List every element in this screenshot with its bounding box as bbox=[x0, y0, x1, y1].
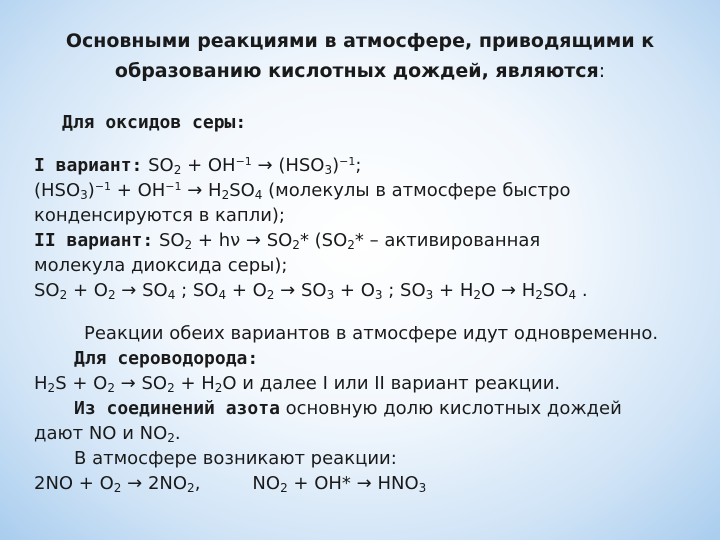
eq-part: + O bbox=[334, 280, 375, 301]
eq-part: O и далее I или II вариант реакции. bbox=[222, 373, 561, 394]
eq-part: + O bbox=[226, 280, 267, 301]
eq-part: ) bbox=[87, 180, 95, 201]
eq-sub: 2 bbox=[187, 481, 195, 495]
simultaneous-text: Реакции обеих вариантов в атмосфере идут одновременно. bbox=[84, 323, 659, 344]
eq-sub: 2 bbox=[107, 381, 115, 395]
eq-part: → H bbox=[181, 180, 222, 201]
eq-sub: 2 bbox=[167, 381, 175, 395]
eq-part: , bbox=[194, 473, 201, 494]
eq-part: ; SO bbox=[175, 280, 219, 301]
eq-sub: 2 bbox=[266, 288, 275, 302]
spacer bbox=[34, 135, 706, 153]
eq-sub: 3 bbox=[326, 288, 335, 302]
eq-part: + O bbox=[67, 280, 108, 301]
title-line-1: Основными реакциями в атмосфере, приводящими к bbox=[65, 30, 655, 52]
eq-part: (HSO bbox=[34, 180, 81, 201]
eq-sup: −1 bbox=[235, 155, 252, 168]
eq-sub: 4 bbox=[568, 288, 577, 302]
eq-part: дают NO и NO bbox=[34, 423, 168, 444]
variant2-label: II вариант: bbox=[34, 230, 154, 251]
eq-part: SO bbox=[153, 230, 185, 251]
eq-part: H bbox=[34, 373, 48, 394]
eq-part: ; SO bbox=[382, 280, 426, 301]
eq-part: → SO bbox=[274, 280, 327, 301]
variant1-label: I вариант: bbox=[34, 155, 143, 176]
eq-sup: −1 bbox=[94, 180, 112, 193]
eq-sub: 2 bbox=[113, 481, 122, 495]
eq-sub: 4 bbox=[218, 288, 227, 302]
eq-part: → SO bbox=[115, 280, 168, 301]
eq-part: SO bbox=[148, 155, 174, 176]
eq-sub: 2 bbox=[59, 288, 68, 302]
eq-part: SO bbox=[34, 280, 60, 301]
eq-part: S + O bbox=[55, 373, 108, 394]
eq-part: ; bbox=[355, 155, 362, 176]
eq-sub: 4 bbox=[254, 188, 263, 202]
eq-sub: 2 bbox=[173, 163, 182, 177]
eq-sub: 2 bbox=[292, 238, 300, 252]
sulfur-heading: Для оксидов серы: bbox=[62, 112, 247, 133]
eq-part: * – активированная bbox=[354, 230, 541, 251]
eq-sub: 2 bbox=[347, 238, 355, 252]
eq-part: → 2NO bbox=[121, 473, 188, 494]
reaction-chain bbox=[34, 278, 706, 303]
eq-sub: 2 bbox=[473, 288, 481, 302]
eq-sub: 4 bbox=[167, 288, 176, 302]
eq-sub: 2 bbox=[221, 188, 230, 202]
eq-part: (молекулы в атмосфере быстро bbox=[262, 180, 571, 201]
nitrogen-line-2 bbox=[34, 421, 706, 446]
variant1-line-2 bbox=[34, 178, 706, 203]
eq-sub: 3 bbox=[418, 481, 427, 495]
eq-sub: 3 bbox=[324, 163, 333, 177]
nitrogen-line-1 bbox=[34, 396, 706, 421]
variant2-line-1 bbox=[34, 228, 706, 253]
eq-part: + OH* → HNO bbox=[287, 473, 419, 494]
eq-part: + hν → SO bbox=[192, 230, 293, 251]
eq-part: SO bbox=[229, 180, 255, 201]
eq-part: → SO bbox=[114, 373, 168, 394]
slide-title bbox=[20, 26, 700, 86]
atmosphere-reactions: В атмосфере возникают реакции: bbox=[74, 448, 397, 469]
title-colon: : bbox=[598, 60, 606, 82]
eq-sub: 2 bbox=[167, 431, 175, 445]
eq-sub: 3 bbox=[425, 288, 434, 302]
eq-sub: 2 bbox=[280, 481, 288, 495]
eq-sup: −1 bbox=[339, 155, 356, 168]
eq-sub: 2 bbox=[184, 238, 193, 252]
nitrogen-rest: основную долю кислотных дождей bbox=[279, 398, 622, 419]
eq-part: + OH bbox=[181, 155, 236, 176]
eq-part: + H bbox=[174, 373, 215, 394]
eq-sub: 2 bbox=[47, 381, 56, 395]
eq-part: NO bbox=[252, 473, 281, 494]
slide-body bbox=[34, 110, 706, 496]
eq-sub: 2 bbox=[214, 381, 223, 395]
h2s-line bbox=[34, 371, 706, 396]
eq-sup: −1 bbox=[165, 180, 182, 193]
eq-sub: 2 bbox=[535, 288, 543, 302]
variant1-line-1 bbox=[34, 153, 706, 178]
spacer bbox=[34, 303, 706, 321]
eq-part: * (SO bbox=[299, 230, 348, 251]
eq-part: SO bbox=[542, 280, 569, 301]
eq-part: 2NO + O bbox=[34, 473, 114, 494]
eq-part: + H bbox=[433, 280, 474, 301]
eq-sub: 3 bbox=[374, 288, 383, 302]
variant2-line-2: молекула диоксида серы); bbox=[34, 255, 288, 276]
eq-part: . bbox=[576, 280, 588, 301]
title-line-2 bbox=[20, 56, 700, 86]
nitrogen-equations bbox=[34, 471, 706, 496]
eq-part: O → H bbox=[481, 280, 536, 301]
eq-part: → (HSO bbox=[251, 155, 325, 176]
eq-part: . bbox=[174, 423, 181, 444]
variant1-line-3: конденсируются в капли); bbox=[34, 205, 285, 226]
eq-sub: 2 bbox=[107, 288, 116, 302]
title-line-2-text: образованию кислотных дождей, являются bbox=[114, 60, 599, 82]
eq-part: + OH bbox=[111, 180, 166, 201]
eq-sub: 3 bbox=[80, 188, 88, 202]
h2s-heading: Для сероводорода: bbox=[74, 348, 259, 369]
nitrogen-bold: Из соединений азота bbox=[74, 398, 280, 419]
eq-part: ) bbox=[332, 155, 340, 176]
